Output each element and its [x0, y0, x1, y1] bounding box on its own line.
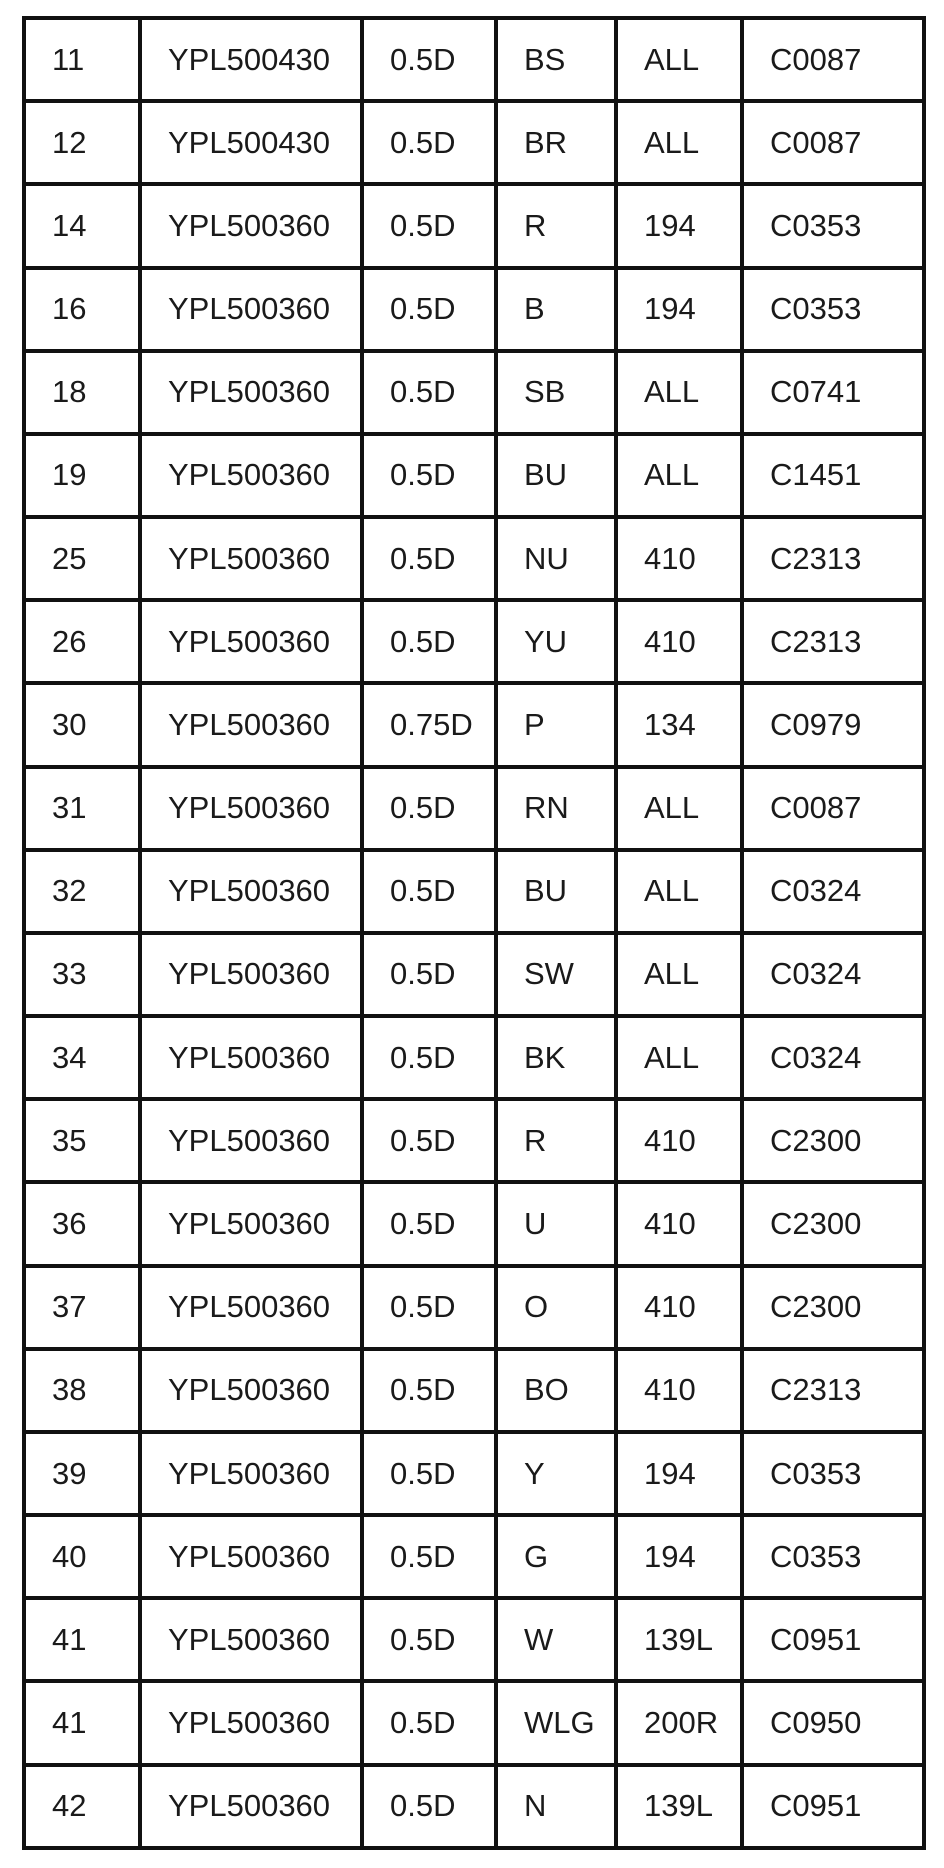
color-code-cell: C2300 [742, 1266, 924, 1349]
color-code-cell: C0353 [742, 1432, 924, 1515]
size-cell: 0.5D [362, 1765, 496, 1848]
part-number-cell: YPL500360 [140, 268, 362, 351]
variant-cell: 194 [616, 184, 742, 267]
color-code-cell: C0087 [742, 767, 924, 850]
size-cell: 0.5D [362, 184, 496, 267]
table-row [24, 517, 924, 600]
table-row [24, 1681, 924, 1764]
size-cell: 0.5D [362, 18, 496, 101]
color-code-cell: C0741 [742, 351, 924, 434]
table-row [24, 1598, 924, 1681]
variant-cell: 410 [616, 1182, 742, 1265]
table-row [24, 1099, 924, 1182]
size-cell: 0.5D [362, 434, 496, 517]
code-cell: G [496, 1515, 616, 1598]
color-code-cell: C0087 [742, 101, 924, 184]
part-number-cell: YPL500360 [140, 434, 362, 517]
color-code-cell: C0324 [742, 850, 924, 933]
variant-cell: 410 [616, 600, 742, 683]
part-number-cell: YPL500360 [140, 850, 362, 933]
data-table-container [22, 16, 922, 1850]
variant-cell: ALL [616, 1016, 742, 1099]
color-code-cell: C0951 [742, 1598, 924, 1681]
variant-cell: ALL [616, 18, 742, 101]
table-row [24, 683, 924, 766]
code-cell: O [496, 1266, 616, 1349]
table-row [24, 101, 924, 184]
part-number-cell: YPL500360 [140, 351, 362, 434]
size-cell: 0.5D [362, 1182, 496, 1265]
code-cell: W [496, 1598, 616, 1681]
table-body [24, 18, 924, 1848]
size-cell: 0.5D [362, 1349, 496, 1432]
size-cell: 0.5D [362, 1266, 496, 1349]
part-number-cell: YPL500360 [140, 1182, 362, 1265]
color-code-cell: C0979 [742, 683, 924, 766]
row-number-cell: 39 [24, 1432, 140, 1515]
variant-cell: 134 [616, 683, 742, 766]
table-row [24, 600, 924, 683]
variant-cell: 200R [616, 1681, 742, 1764]
row-number-cell: 25 [24, 517, 140, 600]
color-code-cell: C2300 [742, 1099, 924, 1182]
row-number-cell: 12 [24, 101, 140, 184]
variant-cell: ALL [616, 850, 742, 933]
part-number-cell: YPL500430 [140, 18, 362, 101]
part-number-cell: YPL500360 [140, 517, 362, 600]
color-code-cell: C2313 [742, 517, 924, 600]
variant-cell: 194 [616, 1432, 742, 1515]
row-number-cell: 30 [24, 683, 140, 766]
table-row [24, 1765, 924, 1848]
code-cell: BU [496, 850, 616, 933]
size-cell: 0.5D [362, 1099, 496, 1182]
code-cell: NU [496, 517, 616, 600]
row-number-cell: 11 [24, 18, 140, 101]
color-code-cell: C0353 [742, 184, 924, 267]
size-cell: 0.75D [362, 683, 496, 766]
color-code-cell: C0353 [742, 1515, 924, 1598]
size-cell: 0.5D [362, 933, 496, 1016]
part-number-cell: YPL500360 [140, 1598, 362, 1681]
code-cell: BR [496, 101, 616, 184]
color-code-cell: C0087 [742, 18, 924, 101]
size-cell: 0.5D [362, 1515, 496, 1598]
size-cell: 0.5D [362, 1681, 496, 1764]
row-number-cell: 19 [24, 434, 140, 517]
row-number-cell: 33 [24, 933, 140, 1016]
size-cell: 0.5D [362, 767, 496, 850]
row-number-cell: 35 [24, 1099, 140, 1182]
code-cell: U [496, 1182, 616, 1265]
size-cell: 0.5D [362, 268, 496, 351]
table-row [24, 1515, 924, 1598]
code-cell: WLG [496, 1681, 616, 1764]
part-number-cell: YPL500360 [140, 1349, 362, 1432]
part-number-cell: YPL500360 [140, 1016, 362, 1099]
table-row [24, 933, 924, 1016]
data-table [22, 16, 926, 1850]
variant-cell: 139L [616, 1765, 742, 1848]
part-number-cell: YPL500360 [140, 1681, 362, 1764]
table-row [24, 18, 924, 101]
color-code-cell: C0951 [742, 1765, 924, 1848]
code-cell: Y [496, 1432, 616, 1515]
part-number-cell: YPL500430 [140, 101, 362, 184]
table-row [24, 1016, 924, 1099]
table-row [24, 1266, 924, 1349]
size-cell: 0.5D [362, 101, 496, 184]
color-code-cell: C0324 [742, 933, 924, 1016]
table-row [24, 434, 924, 517]
size-cell: 0.5D [362, 517, 496, 600]
variant-cell: ALL [616, 434, 742, 517]
color-code-cell: C2313 [742, 600, 924, 683]
code-cell: SB [496, 351, 616, 434]
row-number-cell: 36 [24, 1182, 140, 1265]
size-cell: 0.5D [362, 1432, 496, 1515]
table-row [24, 767, 924, 850]
variant-cell: 410 [616, 1266, 742, 1349]
code-cell: YU [496, 600, 616, 683]
row-number-cell: 38 [24, 1349, 140, 1432]
part-number-cell: YPL500360 [140, 600, 362, 683]
table-row [24, 1182, 924, 1265]
row-number-cell: 32 [24, 850, 140, 933]
variant-cell: ALL [616, 101, 742, 184]
size-cell: 0.5D [362, 1016, 496, 1099]
code-cell: BU [496, 434, 616, 517]
code-cell: N [496, 1765, 616, 1848]
variant-cell: 139L [616, 1598, 742, 1681]
table-row [24, 351, 924, 434]
part-number-cell: YPL500360 [140, 1432, 362, 1515]
size-cell: 0.5D [362, 351, 496, 434]
code-cell: B [496, 268, 616, 351]
code-cell: R [496, 184, 616, 267]
row-number-cell: 42 [24, 1765, 140, 1848]
row-number-cell: 41 [24, 1681, 140, 1764]
size-cell: 0.5D [362, 1598, 496, 1681]
part-number-cell: YPL500360 [140, 767, 362, 850]
row-number-cell: 16 [24, 268, 140, 351]
color-code-cell: C0353 [742, 268, 924, 351]
color-code-cell: C2313 [742, 1349, 924, 1432]
color-code-cell: C0950 [742, 1681, 924, 1764]
part-number-cell: YPL500360 [140, 1515, 362, 1598]
table-row [24, 1432, 924, 1515]
part-number-cell: YPL500360 [140, 1099, 362, 1182]
part-number-cell: YPL500360 [140, 1266, 362, 1349]
variant-cell: 410 [616, 517, 742, 600]
variant-cell: ALL [616, 351, 742, 434]
part-number-cell: YPL500360 [140, 683, 362, 766]
row-number-cell: 14 [24, 184, 140, 267]
table-row [24, 1349, 924, 1432]
row-number-cell: 34 [24, 1016, 140, 1099]
table-row [24, 268, 924, 351]
part-number-cell: YPL500360 [140, 184, 362, 267]
color-code-cell: C2300 [742, 1182, 924, 1265]
variant-cell: ALL [616, 767, 742, 850]
variant-cell: 194 [616, 1515, 742, 1598]
code-cell: RN [496, 767, 616, 850]
color-code-cell: C0324 [742, 1016, 924, 1099]
code-cell: R [496, 1099, 616, 1182]
table-row [24, 850, 924, 933]
code-cell: BS [496, 18, 616, 101]
color-code-cell: C1451 [742, 434, 924, 517]
variant-cell: ALL [616, 933, 742, 1016]
code-cell: BK [496, 1016, 616, 1099]
row-number-cell: 37 [24, 1266, 140, 1349]
row-number-cell: 41 [24, 1598, 140, 1681]
variant-cell: 410 [616, 1349, 742, 1432]
size-cell: 0.5D [362, 850, 496, 933]
code-cell: SW [496, 933, 616, 1016]
variant-cell: 194 [616, 268, 742, 351]
row-number-cell: 40 [24, 1515, 140, 1598]
row-number-cell: 31 [24, 767, 140, 850]
size-cell: 0.5D [362, 600, 496, 683]
table-row [24, 184, 924, 267]
row-number-cell: 26 [24, 600, 140, 683]
code-cell: P [496, 683, 616, 766]
part-number-cell: YPL500360 [140, 933, 362, 1016]
variant-cell: 410 [616, 1099, 742, 1182]
code-cell: BO [496, 1349, 616, 1432]
part-number-cell: YPL500360 [140, 1765, 362, 1848]
row-number-cell: 18 [24, 351, 140, 434]
